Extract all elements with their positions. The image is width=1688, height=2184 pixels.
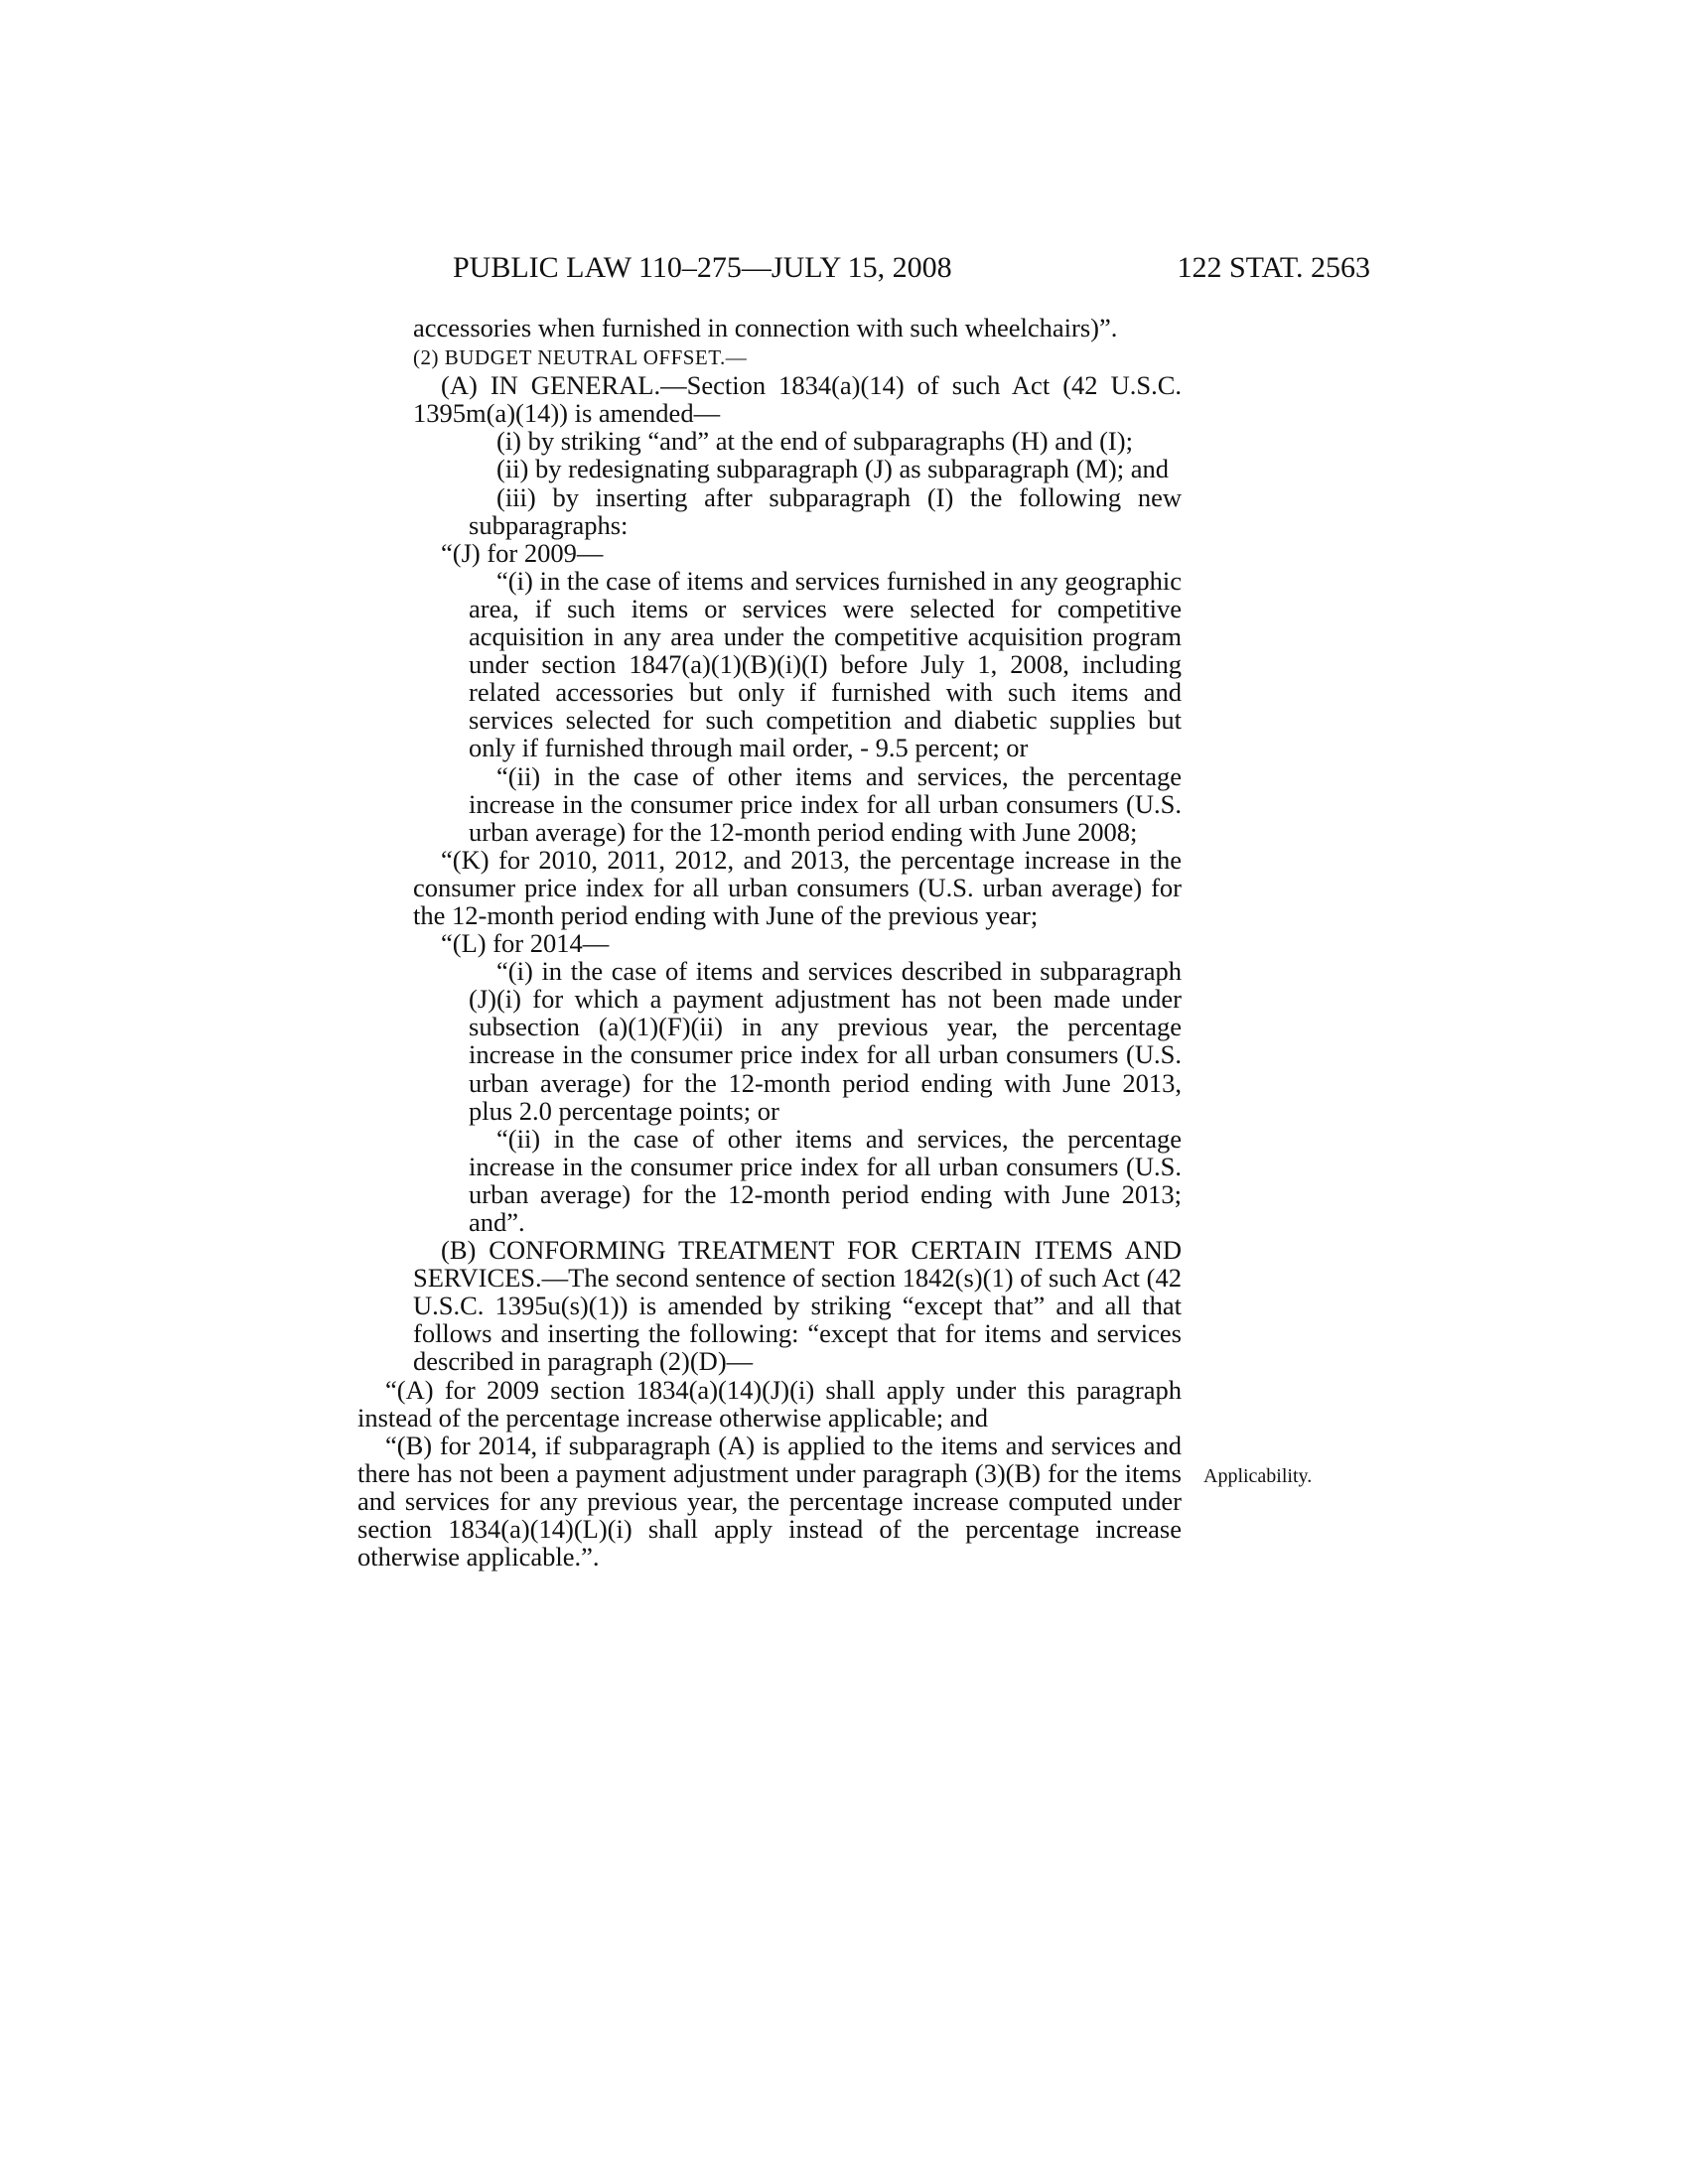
paragraph-budget-neutral-offset — [357, 341, 1182, 371]
paragraph-B-conforming-treatment: (B) CONFORMING TREATMENT FOR CERTAIN ITEMS AND SERVICES.—The second sentence of section 1842(s)(1) of such Act (42 U.S.C. 1395u(s)(1)) is amended by striking “except that” and all that follows and inserting the following: “except that for items and services described in paragraph (2)(D)— — [413, 1235, 1182, 1377]
paragraph-wheelchairs-continuation: accessories when furnished in connection with such wheelchairs)”. — [413, 313, 1118, 342]
public-law-citation: PUBLIC LAW 110–275—JULY 15, 2008 — [453, 251, 952, 284]
subparagraph-L-2014: “(L) for 2014— — [441, 928, 610, 959]
statute-text — [357, 314, 1182, 1570]
heading-budget-neutral-offset: (2) BUDGET NEUTRAL OFFSET.— — [413, 345, 748, 370]
quoted-subparagraph-B: “(B) for 2014, if subparagraph (A) is applied to the items and services and there has not been a payment adjustment under paragraph (3)(B) for the items and services for any previous year, the percentage increase computed under section 1834(a)(14)(L)(i) shall apply instead of the percentage increase otherwise applicable.”. — [357, 1430, 1182, 1572]
clause-i-striking: (i) by striking “and” at the end of subparagraphs (H) and (I); — [496, 426, 1133, 457]
clause-J-i: “(i) in the case of items and services furnished in any geographic area, if such items or services were selected for competitive acquisition in any area under the competitive acquisition program under section 1847(a)(1)(B)(i)(I) before July 1, 2008, including related accessories but only if furnished with such items and services selected for such competition and diabetic supplies but only if furnished through mail order, - 9.5 percent; or — [469, 565, 1182, 763]
paragraph-A-in-general: (A) IN GENERAL.—Section 1834(a)(14) of such Act (42 U.S.C. 1395m(a)(14)) is amended— — [413, 370, 1182, 429]
clause-ii-redesignating: (ii) by redesignating subparagraph (J) as subparagraph (M); and — [496, 454, 1170, 484]
clause-J-ii: “(ii) in the case of other items and services, the percentage increase in the consumer price index for all urban consumers (U.S. urban average) for the 12-month period ending with June 2008; — [469, 760, 1182, 847]
subparagraph-K: “(K) for 2010, 2011, 2012, and 2013, the percentage increase in the consumer price index for all urban consumers (U.S. urban average) for the 12-month period ending with June of the previous year; — [413, 844, 1182, 930]
statute-page-number: 122 STAT. 2563 — [1177, 251, 1370, 284]
clause-iii-inserting: (iii) by inserting after subparagraph (I) the following new subparagraphs: — [469, 481, 1182, 540]
margin-note-applicability: Applicability. — [1203, 1465, 1313, 1487]
subparagraph-J-2009: “(J) for 2009— — [441, 537, 604, 568]
quoted-subparagraph-A: “(A) for 2009 section 1834(a)(14)(J)(i) shall apply under this paragraph instead of the percentage increase otherwise applicable; and — [357, 1374, 1182, 1433]
clause-L-i: “(i) in the case of items and services described in subparagraph (J)(i) for which a payment adjustment has not been made under subsection (a)(1)(F)(ii) in any previous year, the percentage increase in the consumer price index for all urban consumers (U.S. urban average) for the 12-month period ending with June 2013, plus 2.0 percentage points; or — [469, 956, 1182, 1126]
running-header — [417, 248, 1370, 288]
clause-L-ii: “(ii) in the case of other items and services, the percentage increase in the consumer price index for all urban consumers (U.S. urban average) for the 12-month period ending with June 2013; and”. — [469, 1123, 1182, 1237]
